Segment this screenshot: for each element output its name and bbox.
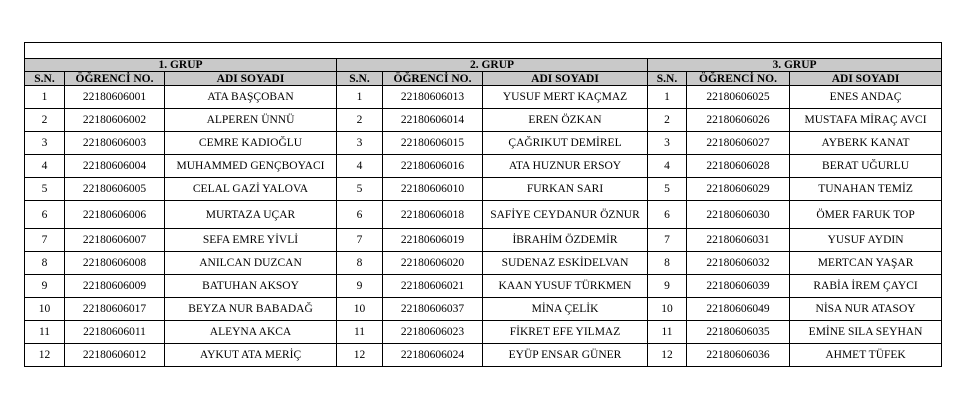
group-2-row-number-cell: 6	[337, 201, 383, 229]
column-header-sn: S.N.	[648, 72, 687, 86]
group-1-student-name-cell: MURTAZA UÇAR	[165, 201, 337, 229]
group-2-student-name-cell: ATA HUZNUR ERSOY	[483, 155, 648, 178]
group-1-student-name-cell: SEFA EMRE YİVLİ	[165, 229, 337, 252]
group-2-row-number-cell: 11	[337, 321, 383, 344]
group-3-student-name-cell: MERTCAN YAŞAR	[790, 252, 942, 275]
group-2-student-number-cell: 22180606014	[383, 109, 483, 132]
group-1-student-number-cell: 22180606012	[65, 344, 165, 367]
group-1-row-number-cell: 8	[25, 252, 65, 275]
group-table	[24, 42, 942, 367]
group-2-row-number-cell: 8	[337, 252, 383, 275]
group-3-student-number-cell: 22180606031	[687, 229, 790, 252]
group-2-student-number-cell: 22180606016	[383, 155, 483, 178]
group-2-student-number-cell: 22180606024	[383, 344, 483, 367]
table-row	[25, 201, 942, 229]
group-3-row-number-cell: 5	[648, 178, 687, 201]
group-3-row-number-cell: 11	[648, 321, 687, 344]
group-3-student-number-cell: 22180606039	[687, 275, 790, 298]
group-3-student-number-cell: 22180606032	[687, 252, 790, 275]
group-1-student-number-cell: 22180606002	[65, 109, 165, 132]
group-list-sheet	[24, 42, 941, 367]
column-header-student-no: ÖĞRENCİ NO.	[65, 72, 165, 86]
group-3-student-name-cell: TUNAHAN TEMİZ	[790, 178, 942, 201]
table-row	[25, 298, 942, 321]
group-3-row-number-cell: 4	[648, 155, 687, 178]
group-3-student-name-cell: NİSA NUR ATASOY	[790, 298, 942, 321]
table-row	[25, 109, 942, 132]
group-3-student-name-cell: ENES ANDAÇ	[790, 86, 942, 109]
group-2-student-number-cell: 22180606013	[383, 86, 483, 109]
column-header-student-no: ÖĞRENCİ NO.	[687, 72, 790, 86]
group-3-student-number-cell: 22180606029	[687, 178, 790, 201]
group-1-student-name-cell: BEYZA NUR BABADAĞ	[165, 298, 337, 321]
group-2-student-name-cell: SAFİYE CEYDANUR ÖZNUR	[483, 201, 648, 229]
group-2-student-number-cell: 22180606010	[383, 178, 483, 201]
group-1-student-number-cell: 22180606009	[65, 275, 165, 298]
column-header-name: ADI SOYADI	[165, 72, 337, 86]
group-2-student-name-cell: YUSUF MERT KAÇMAZ	[483, 86, 648, 109]
group-1-student-name-cell: BATUHAN AKSOY	[165, 275, 337, 298]
group-3-student-number-cell: 22180606035	[687, 321, 790, 344]
group-2-row-number-cell: 1	[337, 86, 383, 109]
blank-title-row	[25, 43, 942, 59]
group-3-student-name-cell: YUSUF AYDIN	[790, 229, 942, 252]
group-1-student-name-cell: ALPEREN ÜNNÜ	[165, 109, 337, 132]
group-3-student-name-cell: AYBERK KANAT	[790, 132, 942, 155]
group-3-title: 3. GRUP	[648, 59, 942, 72]
group-2-row-number-cell: 2	[337, 109, 383, 132]
table-row	[25, 344, 942, 367]
column-header-sn: S.N.	[337, 72, 383, 86]
group-2-student-name-cell: EYÜP ENSAR GÜNER	[483, 344, 648, 367]
group-2-student-name-cell: KAAN YUSUF TÜRKMEN	[483, 275, 648, 298]
group-2-row-number-cell: 5	[337, 178, 383, 201]
group-3-student-number-cell: 22180606025	[687, 86, 790, 109]
group-1-student-name-cell: AYKUT ATA MERİÇ	[165, 344, 337, 367]
group-2-row-number-cell: 7	[337, 229, 383, 252]
group-2-student-number-cell: 22180606018	[383, 201, 483, 229]
group-2-row-number-cell: 4	[337, 155, 383, 178]
group-3-row-number-cell: 9	[648, 275, 687, 298]
group-3-row-number-cell: 3	[648, 132, 687, 155]
group-1-student-name-cell: ATA BAŞÇOBAN	[165, 86, 337, 109]
group-2-student-number-cell: 22180606023	[383, 321, 483, 344]
group-3-student-name-cell: ÖMER FARUK TOP	[790, 201, 942, 229]
group-1-row-number-cell: 1	[25, 86, 65, 109]
group-3-row-number-cell: 6	[648, 201, 687, 229]
group-3-row-number-cell: 2	[648, 109, 687, 132]
table-row	[25, 229, 942, 252]
group-2-student-name-cell: EREN ÖZKAN	[483, 109, 648, 132]
column-header-sn: S.N.	[25, 72, 65, 86]
group-1-student-number-cell: 22180606006	[65, 201, 165, 229]
table-row	[25, 275, 942, 298]
column-header-name: ADI SOYADI	[483, 72, 648, 86]
group-3-row-number-cell: 12	[648, 344, 687, 367]
group-2-student-name-cell: FİKRET EFE YILMAZ	[483, 321, 648, 344]
group-2-student-number-cell: 22180606021	[383, 275, 483, 298]
group-1-row-number-cell: 10	[25, 298, 65, 321]
group-1-student-number-cell: 22180606007	[65, 229, 165, 252]
group-3-row-number-cell: 1	[648, 86, 687, 109]
table-body	[25, 86, 942, 367]
group-3-row-number-cell: 7	[648, 229, 687, 252]
group-2-row-number-cell: 10	[337, 298, 383, 321]
group-2-student-name-cell: İBRAHİM ÖZDEMİR	[483, 229, 648, 252]
group-2-student-name-cell: ÇAĞRIKUT DEMİREL	[483, 132, 648, 155]
group-3-student-number-cell: 22180606030	[687, 201, 790, 229]
group-1-student-name-cell: ANILCAN DUZCAN	[165, 252, 337, 275]
group-2-row-number-cell: 12	[337, 344, 383, 367]
group-3-student-number-cell: 22180606026	[687, 109, 790, 132]
table-row	[25, 321, 942, 344]
group-1-row-number-cell: 5	[25, 178, 65, 201]
group-3-student-name-cell: EMİNE SILA SEYHAN	[790, 321, 942, 344]
group-2-student-name-cell: FURKAN SARI	[483, 178, 648, 201]
group-1-row-number-cell: 3	[25, 132, 65, 155]
group-1-student-number-cell: 22180606008	[65, 252, 165, 275]
group-1-row-number-cell: 9	[25, 275, 65, 298]
column-header-student-no: ÖĞRENCİ NO.	[383, 72, 483, 86]
group-3-student-name-cell: RABİA İREM ÇAYCI	[790, 275, 942, 298]
group-1-row-number-cell: 2	[25, 109, 65, 132]
group-3-student-number-cell: 22180606049	[687, 298, 790, 321]
group-2-row-number-cell: 3	[337, 132, 383, 155]
group-1-row-number-cell: 12	[25, 344, 65, 367]
group-1-title: 1. GRUP	[25, 59, 337, 72]
group-1-student-name-cell: ALEYNA AKCA	[165, 321, 337, 344]
group-2-student-number-cell: 22180606015	[383, 132, 483, 155]
group-1-row-number-cell: 6	[25, 201, 65, 229]
table-row	[25, 252, 942, 275]
group-3-student-number-cell: 22180606027	[687, 132, 790, 155]
group-1-student-number-cell: 22180606005	[65, 178, 165, 201]
group-3-student-name-cell: MUSTAFA MİRAÇ AVCI	[790, 109, 942, 132]
table-row	[25, 86, 942, 109]
group-1-row-number-cell: 4	[25, 155, 65, 178]
group-1-student-number-cell: 22180606003	[65, 132, 165, 155]
group-1-row-number-cell: 7	[25, 229, 65, 252]
group-3-student-number-cell: 22180606036	[687, 344, 790, 367]
group-1-row-number-cell: 11	[25, 321, 65, 344]
blank-title-cell	[25, 43, 942, 59]
column-header-row	[25, 72, 942, 86]
group-3-row-number-cell: 8	[648, 252, 687, 275]
group-1-student-number-cell: 22180606001	[65, 86, 165, 109]
group-2-row-number-cell: 9	[337, 275, 383, 298]
group-1-student-name-cell: MUHAMMED GENÇBOYACI	[165, 155, 337, 178]
group-3-row-number-cell: 10	[648, 298, 687, 321]
group-2-student-name-cell: SUDENAZ ESKİDELVAN	[483, 252, 648, 275]
column-header-name: ADI SOYADI	[790, 72, 942, 86]
group-2-student-name-cell: MİNA ÇELİK	[483, 298, 648, 321]
group-2-title: 2. GRUP	[337, 59, 648, 72]
table-row	[25, 155, 942, 178]
group-1-student-name-cell: CEMRE KADIOĞLU	[165, 132, 337, 155]
group-2-student-number-cell: 22180606019	[383, 229, 483, 252]
group-title-row	[25, 59, 942, 72]
group-1-student-number-cell: 22180606017	[65, 298, 165, 321]
group-3-student-number-cell: 22180606028	[687, 155, 790, 178]
group-2-student-number-cell: 22180606037	[383, 298, 483, 321]
group-1-student-number-cell: 22180606004	[65, 155, 165, 178]
group-3-student-name-cell: BERAT UĞURLU	[790, 155, 942, 178]
group-1-student-name-cell: CELAL GAZİ YALOVA	[165, 178, 337, 201]
table-row	[25, 132, 942, 155]
group-2-student-number-cell: 22180606020	[383, 252, 483, 275]
group-3-student-name-cell: AHMET TÜFEK	[790, 344, 942, 367]
table-row	[25, 178, 942, 201]
group-1-student-number-cell: 22180606011	[65, 321, 165, 344]
